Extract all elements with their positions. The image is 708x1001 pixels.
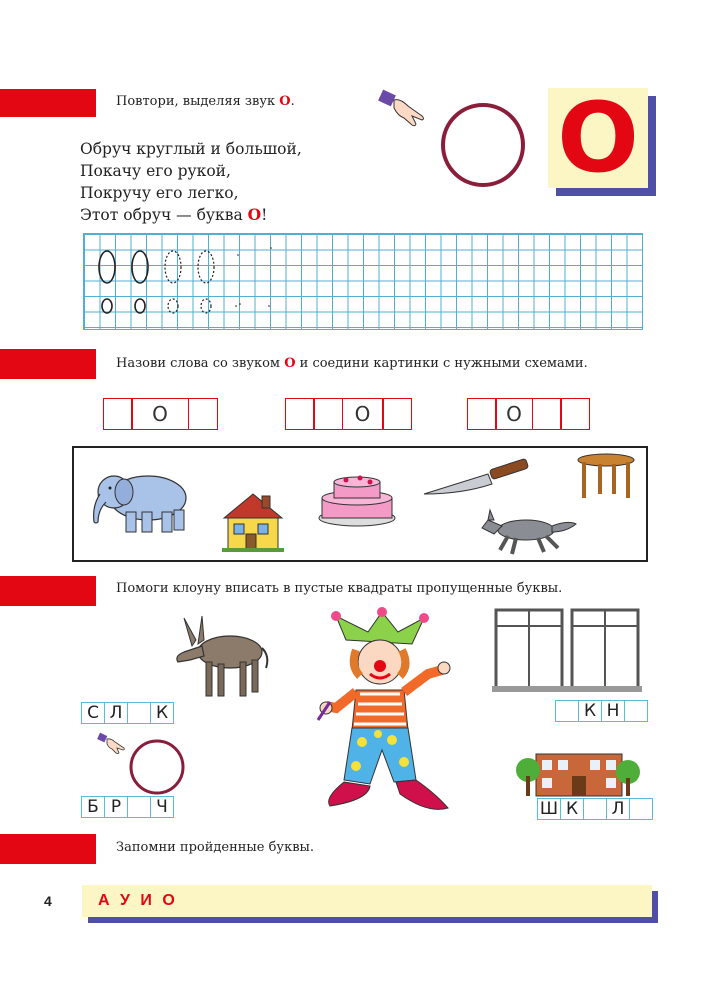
letter-box[interactable] xyxy=(624,700,648,722)
word-donkey xyxy=(82,702,174,724)
section-bar-2 xyxy=(0,349,96,379)
hoop-icon xyxy=(438,100,528,190)
donkey-icon xyxy=(166,612,272,702)
section-bar-3 xyxy=(0,576,96,606)
big-letter-card xyxy=(548,82,648,194)
letter-box[interactable] xyxy=(127,796,151,818)
poem-line-3: Покручу его легко, xyxy=(80,184,239,202)
schema-cell xyxy=(382,398,412,430)
learned-letters-bar xyxy=(82,885,652,917)
big-letter: О xyxy=(557,82,639,194)
letter-box[interactable]: Н xyxy=(601,700,625,722)
poem-line-4: Этот обруч — буква О! xyxy=(80,205,268,224)
schema-cell: О xyxy=(342,398,384,430)
instruction-3: Помоги клоуну вписать в пустые квадраты пропущенные буквы. xyxy=(116,581,563,596)
letter-tracing-samples xyxy=(83,233,283,328)
sound-schema-1 xyxy=(104,398,218,430)
clown-illustration xyxy=(316,610,466,822)
schema-cell xyxy=(560,398,590,430)
word-school xyxy=(538,798,653,820)
poem xyxy=(80,138,302,226)
letter-box[interactable]: Р xyxy=(104,796,128,818)
page-number: 4 xyxy=(44,893,52,909)
letter-box[interactable]: Л xyxy=(104,702,128,724)
schema-cell xyxy=(103,398,133,430)
letter-box[interactable] xyxy=(127,702,151,724)
wolf-icon xyxy=(472,506,578,558)
letter-box[interactable]: К xyxy=(578,700,602,722)
letter-box[interactable]: Ш xyxy=(537,798,561,820)
letter-box[interactable] xyxy=(629,798,653,820)
hoop-small-icon xyxy=(128,738,186,796)
knife-icon xyxy=(422,456,530,500)
schema-cell xyxy=(188,398,218,430)
window-icon xyxy=(492,606,642,696)
letter-box[interactable]: Ч xyxy=(150,796,174,818)
instruction-2: Назови слова со звуком О и соедини картинки с нужными схемами. xyxy=(116,356,588,371)
cake-icon xyxy=(316,470,398,530)
schema-cell: О xyxy=(131,398,189,430)
schema-cell: О xyxy=(495,398,533,430)
school-icon xyxy=(516,746,642,798)
letter-box[interactable]: К xyxy=(150,702,174,724)
schema-cell xyxy=(467,398,497,430)
letter-box[interactable] xyxy=(555,700,579,722)
letter-box[interactable] xyxy=(583,798,607,820)
section-bar-4 xyxy=(0,834,96,864)
learned-letters: А У И О xyxy=(98,892,178,909)
section-bar-1 xyxy=(0,89,96,117)
sound-schema-3 xyxy=(468,398,590,430)
word-window xyxy=(556,700,648,722)
letter-box[interactable]: С xyxy=(81,702,105,724)
letter-box[interactable]: К xyxy=(560,798,584,820)
sound-schema-2 xyxy=(286,398,412,430)
house-icon xyxy=(218,490,288,554)
letter-box[interactable]: Л xyxy=(606,798,630,820)
poem-line-2: Покачу его рукой, xyxy=(80,162,231,180)
pictures-frame-bottom xyxy=(72,560,648,562)
schema-cell xyxy=(285,398,315,430)
schema-cell xyxy=(532,398,562,430)
hand-small-icon xyxy=(98,732,128,756)
schema-cell xyxy=(313,398,343,430)
instruction-4: Запомни пройденные буквы. xyxy=(116,840,314,855)
hand-icon xyxy=(378,88,430,130)
poem-line-1: Обруч круглый и большой, xyxy=(80,140,302,158)
letter-box[interactable]: Б xyxy=(81,796,105,818)
elephant-icon xyxy=(86,466,196,536)
word-hoop xyxy=(82,796,174,818)
table-icon xyxy=(576,452,636,500)
instruction-1: Повтори, выделяя звук О. xyxy=(116,94,295,109)
